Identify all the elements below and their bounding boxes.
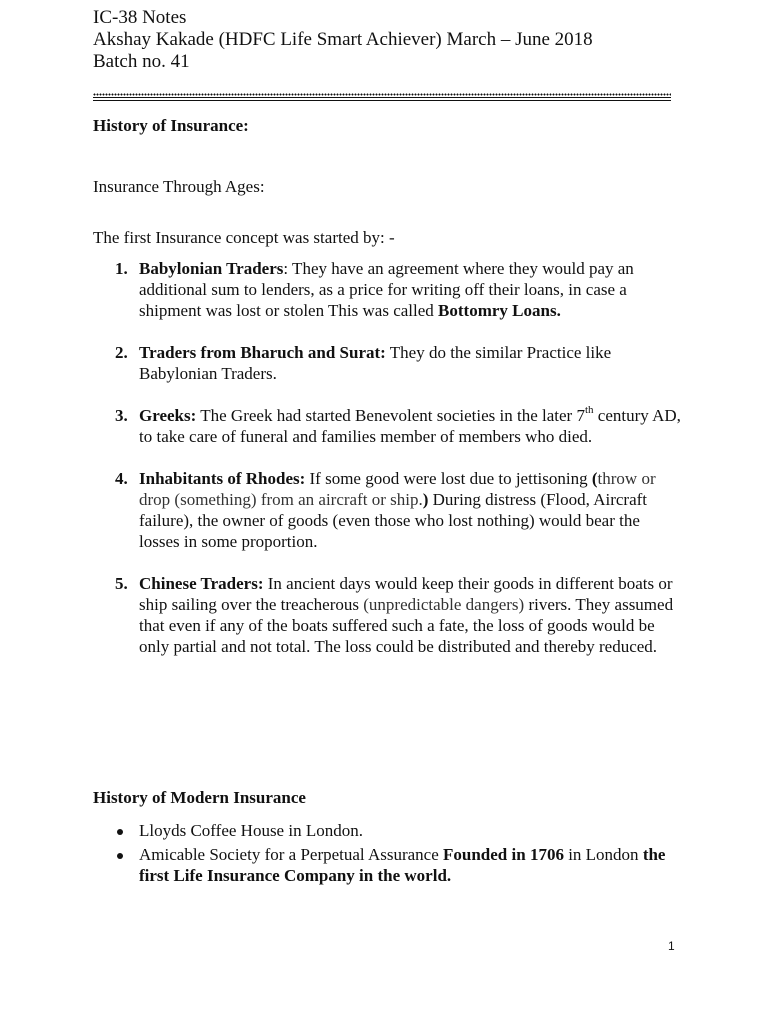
item-heading: Inhabitants of Rhodes: <box>139 469 306 488</box>
paren-open: ( <box>591 469 598 488</box>
list-item <box>93 468 683 552</box>
item-number: 3. <box>115 406 128 425</box>
modern-history-list <box>93 820 683 889</box>
ordinal-suffix: th <box>584 404 594 417</box>
modern-history-title: History of Modern Insurance <box>93 788 306 807</box>
item-term: Bottomry Loans. <box>438 301 561 320</box>
item-text: In ancient days would keep their goods in different boats or ship sailing over the treacherous <box>139 574 673 614</box>
definition-text: (unpredictable dangers) <box>363 595 525 614</box>
item-text: If some good were lost due to jettisoning <box>305 469 592 488</box>
bullet-icon <box>117 853 123 859</box>
bullet-item <box>93 820 683 841</box>
header-separator <box>93 93 671 105</box>
item-heading: Chinese Traders: <box>139 574 264 593</box>
bullet-text: Amicable Society for a Perpetual Assurance <box>139 845 444 864</box>
bullet-item <box>93 844 683 886</box>
list-item <box>93 342 683 384</box>
list-item <box>93 405 683 447</box>
list-item <box>93 258 683 321</box>
item-heading: Greeks: <box>139 406 197 425</box>
item-number: 2. <box>115 343 128 362</box>
definition-text: throw or drop (something) from an aircraft or ship. <box>139 469 656 509</box>
item-text: During distress (Flood, Aircraft failure), the owner of goods (even those who lost nothing) would bear the losses in some proportion. <box>139 490 648 551</box>
bullet-text: in London <box>563 845 643 864</box>
header-batch: Batch no. 41 <box>93 51 190 72</box>
paren-close: ) <box>422 490 429 509</box>
item-text: : They have an agreement where they would pay an additional sum to lenders, as a price for writing off their loans, in case a shipment was lost or stolen This was called <box>139 259 634 320</box>
bullet-icon <box>117 829 123 835</box>
page-number: 1 <box>668 939 675 953</box>
item-heading: Traders from Bharuch and Surat: <box>139 343 386 362</box>
item-text: They do the similar Practice like Babylonian Traders. <box>139 343 612 383</box>
item-heading: Babylonian Traders <box>139 259 284 278</box>
header-author: Akshay Kakade (HDFC Life Smart Achiever) March – June 2018 <box>93 29 593 50</box>
intro-text: The first Insurance concept was started by: - <box>93 228 395 247</box>
item-text: rivers. They assumed that even if any of the boats suffered such a fate, the loss of goods would be only partial and not total. The loss could be distributed and thereby reduced. <box>139 595 674 656</box>
through-ages-label: Insurance Through Ages: <box>93 177 265 196</box>
item-number: 1. <box>115 259 128 278</box>
origins-list <box>93 258 683 678</box>
item-text: The Greek had started Benevolent societies in the later 7 <box>196 406 585 425</box>
item-number: 5. <box>115 574 128 593</box>
item-number: 4. <box>115 469 128 488</box>
header-course: IC-38 Notes <box>93 7 187 28</box>
list-item <box>93 573 683 657</box>
document-header <box>93 7 593 73</box>
bullet-emphasis: Founded in 1706 <box>443 845 564 864</box>
bullet-emphasis: the first Life Insurance Company in the world. <box>139 845 666 885</box>
bullet-text: Lloyds Coffee House in London. <box>139 821 363 840</box>
item-text: century AD, to take care of funeral and families member of members who died. <box>139 406 681 446</box>
history-title: History of Insurance: <box>93 116 249 135</box>
